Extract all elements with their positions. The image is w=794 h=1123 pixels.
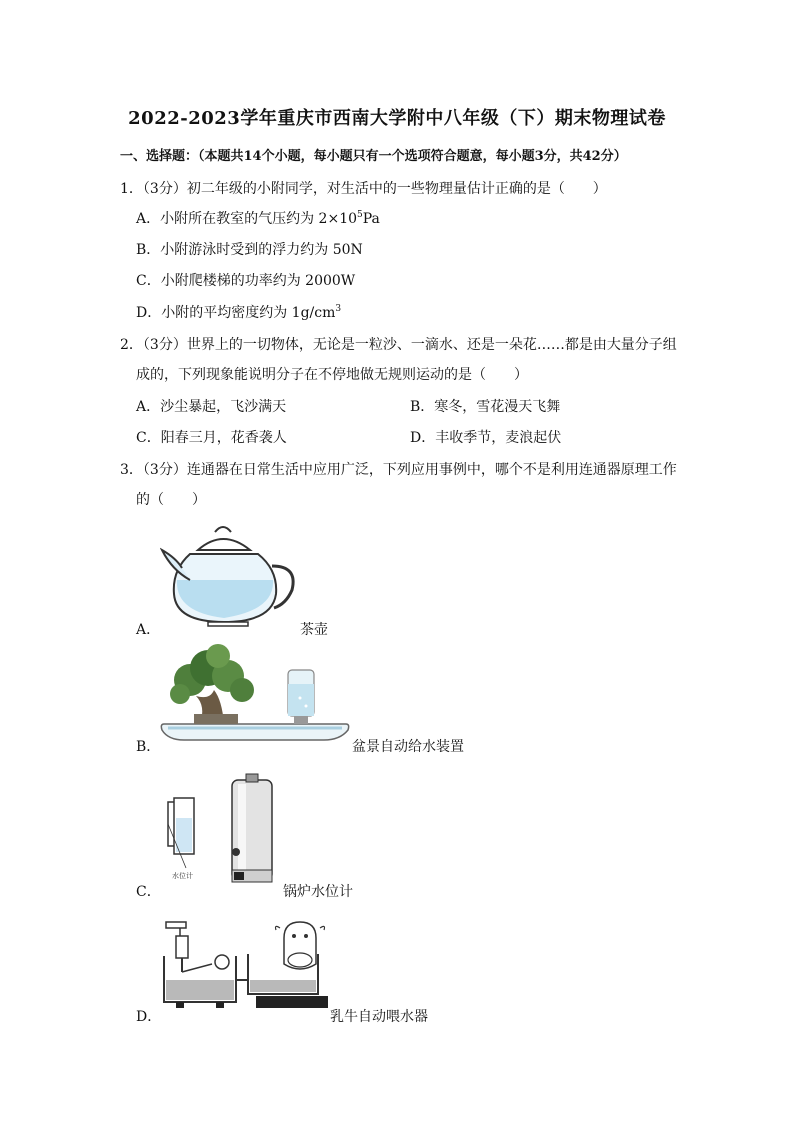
q2-stem-line2: 成的，下列现象能说明分子在不停地做无规则运动的是（ ）	[136, 367, 528, 383]
q2-stem-line1: 2．（3分）世界上的一切物体，无论是一粒沙、一滴水、还是一朵花……都是由大量分子组	[120, 337, 677, 353]
q1-stem: 1．（3分）初二年级的小附同学，对生活中的一些物理量估计正确的是（ ）	[120, 181, 607, 197]
boiler-gauge-label: 水位计	[172, 872, 193, 880]
q1-option-d: D．小附的平均密度约为 $1g/cm^3$	[136, 304, 342, 321]
q2-option-c: C．阳春三月，花香袭人	[136, 430, 287, 446]
q2-option-a: A．沙尘暴起，飞沙满天	[136, 399, 287, 415]
section-heading: 一、选择题：（本题共14个小题，每小题只有一个选项符合题意，每小题3分，共42分）	[120, 149, 627, 164]
q1-option-c: C．小附爬楼梯的功率约为 2000W	[136, 273, 356, 289]
cow-feeder-illustration	[160, 918, 332, 1018]
q1-option-b: B．小附游泳时受到的浮力约为 50N	[136, 242, 363, 258]
q3-option-a-caption: 茶壶	[300, 622, 328, 638]
teapot-illustration	[160, 520, 300, 628]
q3-option-d-caption: 乳牛自动喂水器	[330, 1009, 428, 1025]
q3-stem-line1: 3．（3分）连通器在日常生活中应用广泛，下列应用事例中，哪个不是利用连通器原理工作	[120, 462, 677, 478]
q2-option-d: D．丰收季节，麦浪起伏	[410, 430, 562, 446]
q3-option-b-letter: B．	[136, 739, 161, 755]
q3-option-c-letter: C．	[136, 884, 161, 900]
q3-stem-line2: 的（ ）	[136, 492, 206, 508]
q3-option-b-caption: 盆景自动给水装置	[352, 739, 464, 755]
boiler-gauge-illustration	[160, 772, 280, 890]
q3-option-c-caption: 锅炉水位计	[283, 884, 353, 900]
q3-option-d-letter: D．	[136, 1009, 162, 1025]
bonsai-watering-illustration	[160, 640, 355, 745]
q3-option-a-letter: A．	[136, 622, 161, 638]
q1-option-a: A．小附所在教室的气压约为 $2\times 10^5Pa$	[136, 210, 380, 227]
page-title: 2022-2023学年重庆市西南大学附中八年级（下）期末物理试卷	[128, 108, 666, 129]
q2-option-b: B．寒冬，雪花漫天飞舞	[410, 399, 561, 415]
